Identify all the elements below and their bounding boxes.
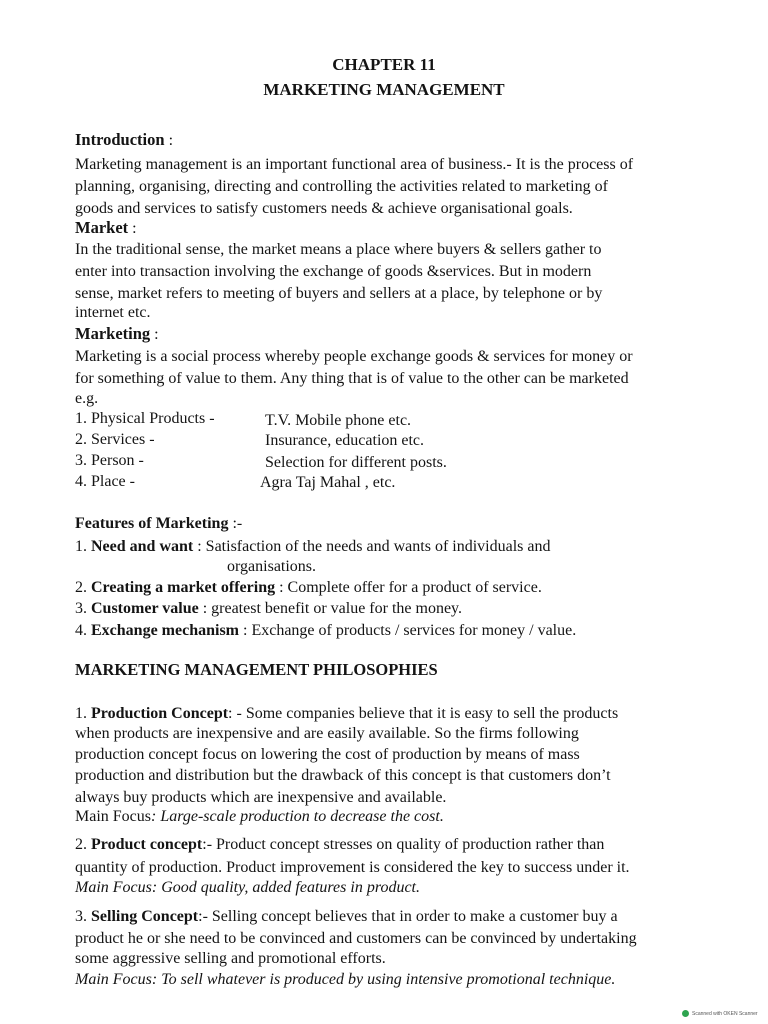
scanner-watermark: Scanned with OKEN Scanner [682, 1010, 758, 1017]
market-line-4: internet etc. [75, 304, 151, 321]
production-line: production concept focus on lowering the cost of production by means of mass [75, 746, 580, 763]
features-heading: Features of Marketing [75, 515, 229, 532]
intro-line-2: planning, organising, directing and controlling the activities related to marketing of [75, 178, 608, 195]
list-item-label: 3. Person - [75, 452, 144, 469]
selling-line: some aggressive selling and promotional efforts. [75, 950, 386, 967]
feature-term: Creating a market offering [91, 579, 276, 596]
production-concept-lead: 1. Production Concept: - Some companies believe that it is easy to sell the products [75, 705, 619, 722]
intro-line-1: Marketing management is an important functional area of business.- It is the process of [75, 156, 634, 173]
intro-line-3: goods and services to satisfy customers needs & achieve organisational goals. [75, 200, 573, 217]
production-line: when products are inexpensive and are easily available. So the firms following [75, 725, 579, 742]
concept-term: Product concept [91, 836, 203, 853]
marketing-heading-line: Marketing : [75, 324, 159, 343]
marketing-heading: Marketing [75, 324, 151, 343]
selling-concept-lead: 3. Selling Concept:- Selling concept believes that in order to make a customer buy a [75, 908, 618, 925]
market-line-3: sense, market refers to meeting of buyers and sellers at a place, by telephone or by [75, 285, 603, 302]
marketing-line-2: for something of value to them. Any thing that is of value to the other can be marketed [75, 370, 629, 387]
product-main-focus: Main Focus: Good quality, added features in product. [75, 879, 420, 896]
feature-item: 2. Creating a market offering : Complete offer for a product of service. [75, 579, 542, 596]
production-main-focus: Main Focus: Large-scale production to decrease the cost. [75, 808, 444, 825]
feature-term: Customer value [91, 600, 199, 617]
feature-item: 3. Customer value : greatest benefit or value for the money. [75, 600, 463, 617]
selling-line: product he or she need to be convinced and customers can be convinced by undertaking [75, 930, 637, 947]
feature-continuation: organisations. [227, 558, 317, 575]
features-heading-line: Features of Marketing :- [75, 515, 243, 532]
concept-term: Selling Concept [91, 908, 199, 925]
chapter-number: CHAPTER 11 [332, 55, 436, 74]
list-item-value: Selection for different posts. [265, 454, 447, 471]
list-item-label: 4. Place - [75, 473, 135, 490]
list-item-label: 1. Physical Products - [75, 410, 215, 427]
chapter-title: MARKETING MANAGEMENT [263, 80, 505, 99]
list-item-value: Agra Taj Mahal , etc. [260, 474, 396, 491]
marketing-line-1: Marketing is a social process whereby people exchange goods & services for money or [75, 348, 633, 365]
feature-item: 4. Exchange mechanism : Exchange of products / services for money / value. [75, 622, 577, 639]
production-line: always buy products which are inexpensive and available. [75, 789, 447, 806]
list-item-value: T.V. Mobile phone etc. [265, 412, 412, 429]
feature-item: 1. Need and want : Satisfaction of the needs and wants of individuals and [75, 538, 551, 555]
feature-term: Need and want [91, 538, 194, 555]
product-concept-lead: 2. Product concept:- Product concept stresses on quality of production rather than [75, 836, 605, 853]
intro-heading: Introduction [75, 130, 165, 149]
list-item-value: Insurance, education etc. [265, 432, 425, 449]
intro-heading-line: Introduction : [75, 130, 174, 149]
scanner-logo-icon [682, 1010, 689, 1017]
production-line: production and distribution but the drawback of this concept is that customers don’t [75, 767, 611, 784]
concept-term: Production Concept [91, 705, 229, 722]
list-item-label: 2. Services - [75, 431, 155, 448]
feature-term: Exchange mechanism [91, 622, 239, 639]
marketing-line-3: e.g. [75, 390, 99, 407]
market-line-2: enter into transaction involving the exchange of goods &services. But in modern [75, 263, 592, 280]
market-heading-line: Market : [75, 218, 137, 237]
market-line-1: In the traditional sense, the market means a place where buyers & sellers gather to [75, 241, 602, 258]
market-heading: Market [75, 218, 129, 237]
product-line: quantity of production. Product improvement is considered the key to success under it. [75, 859, 630, 876]
philosophies-heading: MARKETING MANAGEMENT PHILOSOPHIES [75, 660, 438, 679]
selling-main-focus: Main Focus: To sell whatever is produced by using intensive promotional technique. [75, 971, 616, 988]
